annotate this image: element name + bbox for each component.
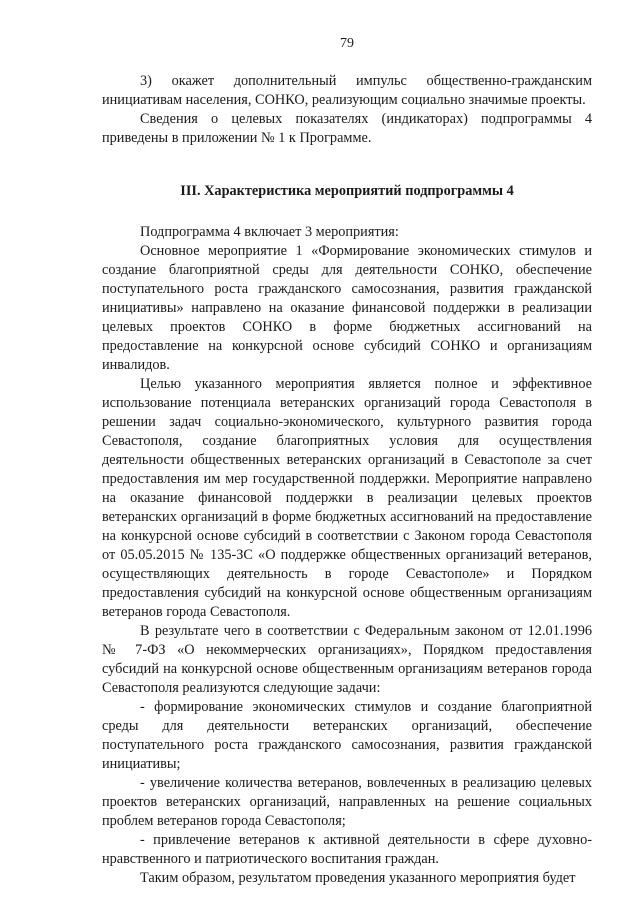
intro-paragraph-2: Сведения о целевых показателях (индикаторах) подпрограммы 4 приведены в приложении № 1 к Программе. [102, 111, 592, 146]
body-paragraph-2: Основное мероприятие 1 «Формирование экономических стимулов и создание благоприятной среды для деятельности СОНКО, обеспечение поступательного роста гражданского самосознания, развития гражданской инициативы» направлено на оказание финансовой поддержки в реализации целевых проектов СОНКО в форме бюджетных ассигнований на предоставление на конкурсной основе субсидий СОНКО и организациям инвалидов. [102, 243, 592, 373]
body-paragraph-3: Целью указанного мероприятия является полное и эффективное использование потенциала ветеранских организаций города Севастополя в решении задач социально-экономического, культурного развития города Севастополя, создание благоприятных условия для осуществления деятельности общественных ветеранских организаций в Севастополе за счет предоставления им мер государственной поддержки. Мероприятие направлено на оказание финансовой поддержки в реализации целевых проектов ветеранских организаций в форме бюджетных ассигнований на предоставление на конкурсной основе субсидий в соответствии с Законом города Севастополя от 05.05.2015 № 135-ЗС «О поддержке общественных организаций ветеранов, осуществляющих деятельность в городе Севастополе» и Порядком предоставления субсидий на конкурсной основе общественным организациям ветеранов города Севастополя. [102, 376, 592, 620]
intro-paragraph-1: 3) окажет дополнительный импульс общественно-гражданским инициативам населения, СОНКО, реализующим социально значимые проекты. [102, 73, 592, 108]
list-item-1: - формирование экономических стимулов и создание благоприятной среды для деятельности ветеранских организаций, обеспечение поступательного роста гражданского самосознания, развития гражданской инициативы; [102, 699, 592, 772]
list-item-3: - привлечение ветеранов к активной деятельности в сфере духовно-нравственного и патриотического воспитания граждан. [102, 832, 592, 867]
section-heading: III. Характеристика мероприятий подпрограммы 4 [180, 183, 514, 199]
body-paragraph-last: Таким образом, результатом проведения указанного мероприятия будет [140, 870, 576, 886]
body-paragraph-4: В результате чего в соответствии с Федеральным законом от 12.01.1996 № 7-ФЗ «О некоммерческих организациях», Порядком предоставления субсидий на конкурсной основе общественным организациям ветеранов города Севастополя реализуются следующие задачи: [102, 623, 592, 696]
page-number: 79 [340, 36, 354, 51]
list-item-2: - увеличение количества ветеранов, вовлеченных в реализацию целевых проектов ветеранских организаций, направленных на решение социальных проблем ветеранов города Севастополя; [102, 775, 592, 829]
body-paragraph-1: Подпрограмма 4 включает 3 мероприятия: [140, 224, 399, 240]
